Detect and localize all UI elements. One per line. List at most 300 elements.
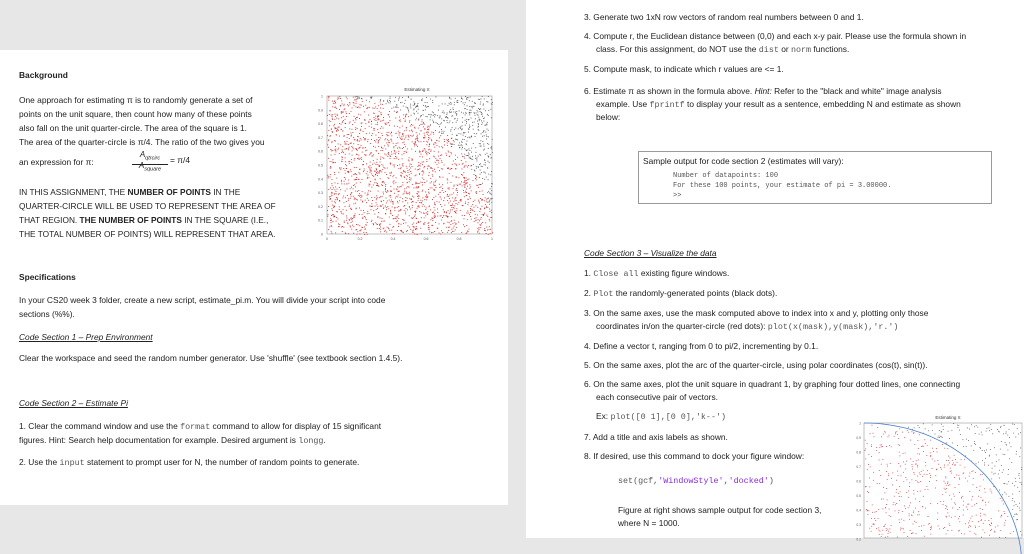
data-point xyxy=(434,151,435,152)
data-point xyxy=(441,220,442,221)
data-point xyxy=(485,165,486,166)
data-point xyxy=(380,218,381,219)
data-point xyxy=(461,98,462,99)
data-point xyxy=(457,139,458,140)
data-point xyxy=(958,531,959,532)
data-point xyxy=(463,205,464,206)
data-point xyxy=(925,489,926,490)
data-point xyxy=(929,473,930,474)
data-point xyxy=(923,446,924,447)
data-point xyxy=(393,203,394,204)
data-point xyxy=(393,204,394,205)
data-point xyxy=(491,194,492,195)
data-point xyxy=(333,214,334,215)
data-point xyxy=(446,139,447,140)
data-point xyxy=(446,227,447,228)
data-point xyxy=(375,222,376,223)
data-point xyxy=(439,146,440,147)
data-point xyxy=(355,148,356,149)
data-point xyxy=(483,104,484,105)
data-point xyxy=(335,199,336,200)
data-point xyxy=(482,122,483,123)
data-point xyxy=(482,214,483,215)
data-point xyxy=(400,148,401,149)
data-point xyxy=(335,127,336,128)
data-point xyxy=(876,528,877,529)
data-point xyxy=(445,215,446,216)
data-point xyxy=(358,224,359,225)
data-point xyxy=(397,201,398,202)
data-point xyxy=(484,164,485,165)
data-point xyxy=(483,144,484,145)
data-point xyxy=(359,179,360,180)
data-point xyxy=(394,101,395,102)
data-point xyxy=(351,159,352,160)
data-point xyxy=(417,105,418,106)
data-point xyxy=(432,188,433,189)
data-point xyxy=(378,105,379,106)
data-point xyxy=(974,441,975,442)
data-point xyxy=(1014,485,1015,486)
data-point xyxy=(363,171,364,172)
data-point xyxy=(340,105,341,106)
data-point xyxy=(488,130,489,131)
data-point xyxy=(871,456,872,457)
data-point xyxy=(386,207,387,208)
data-point xyxy=(1019,475,1020,476)
data-point xyxy=(937,469,938,470)
hint-label: Hint: xyxy=(754,86,772,96)
data-point xyxy=(392,207,393,208)
data-point xyxy=(367,222,368,223)
data-point xyxy=(356,179,357,180)
data-point xyxy=(332,193,333,194)
data-point xyxy=(894,496,895,497)
data-point xyxy=(445,104,446,105)
data-point xyxy=(378,132,379,133)
data-point xyxy=(351,136,352,137)
data-point xyxy=(447,196,448,197)
data-point xyxy=(338,118,339,119)
data-point xyxy=(420,221,421,222)
data-point xyxy=(403,136,404,137)
data-point xyxy=(456,190,457,191)
data-point xyxy=(489,192,490,193)
figure2-y-ticks xyxy=(856,422,861,542)
data-point xyxy=(965,478,966,479)
data-point xyxy=(358,136,359,137)
data-point xyxy=(459,184,460,185)
data-point xyxy=(986,450,987,451)
data-point xyxy=(337,198,338,199)
data-point xyxy=(428,126,429,127)
data-point xyxy=(404,176,405,177)
data-point xyxy=(480,104,481,105)
data-point xyxy=(362,98,363,99)
data-point xyxy=(969,429,970,430)
data-point xyxy=(984,532,985,533)
data-point xyxy=(427,197,428,198)
data-point xyxy=(450,201,451,202)
data-point xyxy=(921,471,922,472)
data-point xyxy=(470,208,471,209)
data-point xyxy=(386,155,387,156)
y-tick-label: 0.5 xyxy=(856,494,861,498)
data-point xyxy=(378,119,379,120)
data-point xyxy=(336,152,337,153)
data-point xyxy=(378,143,379,144)
data-point xyxy=(379,111,380,112)
data-point xyxy=(490,217,491,218)
data-point xyxy=(923,470,924,471)
data-point xyxy=(465,183,466,184)
data-point xyxy=(353,233,354,234)
data-point xyxy=(418,187,419,188)
y-tick-label: 0.3 xyxy=(856,523,861,527)
data-point xyxy=(418,109,419,110)
data-point xyxy=(376,168,377,169)
data-point xyxy=(423,173,424,174)
data-point xyxy=(908,491,909,492)
data-point xyxy=(442,184,443,185)
data-point xyxy=(903,462,904,463)
data-point xyxy=(425,222,426,223)
specifications-line-2: sections (%%). xyxy=(19,309,75,319)
data-point xyxy=(945,489,946,490)
data-point xyxy=(351,176,352,177)
data-point xyxy=(334,119,335,120)
data-point xyxy=(996,455,997,456)
data-point xyxy=(485,197,486,198)
data-point xyxy=(342,157,343,158)
data-point xyxy=(353,102,354,103)
item-4-line-2 xyxy=(596,42,849,57)
data-point xyxy=(344,141,345,142)
data-point xyxy=(338,149,339,150)
data-point xyxy=(375,107,376,108)
data-point xyxy=(344,177,345,178)
data-point xyxy=(465,115,466,116)
data-point xyxy=(390,163,391,164)
data-point xyxy=(410,164,411,165)
y-tick-label: 0.9 xyxy=(856,436,861,440)
data-point xyxy=(348,149,349,150)
data-point xyxy=(919,482,920,483)
data-point xyxy=(407,107,408,108)
data-point xyxy=(361,105,362,106)
data-point xyxy=(371,209,372,210)
data-point xyxy=(451,232,452,233)
data-point xyxy=(476,133,477,134)
data-point xyxy=(920,474,921,475)
data-point xyxy=(432,168,433,169)
data-point xyxy=(982,450,983,451)
data-point xyxy=(964,534,965,535)
background-line-1: One approach for estimating π is to randomly generate a set of xyxy=(19,95,253,105)
data-point xyxy=(439,106,440,107)
data-point xyxy=(1009,437,1010,438)
data-point xyxy=(342,146,343,147)
data-point xyxy=(473,164,474,165)
data-point xyxy=(875,520,876,521)
data-point xyxy=(435,115,436,116)
data-point xyxy=(374,171,375,172)
y-tick-label: 0.8 xyxy=(856,450,861,455)
data-point xyxy=(432,112,433,113)
data-point xyxy=(369,177,370,178)
data-point xyxy=(330,174,331,175)
data-point xyxy=(388,153,389,154)
data-point xyxy=(340,144,341,145)
data-point xyxy=(410,168,411,169)
data-point xyxy=(402,142,403,143)
data-point xyxy=(425,102,426,103)
data-point xyxy=(415,211,416,212)
data-point xyxy=(938,437,939,438)
data-point xyxy=(984,462,985,463)
data-point xyxy=(370,165,371,166)
data-point xyxy=(343,131,344,132)
data-point xyxy=(391,172,392,173)
data-point xyxy=(339,109,340,110)
data-point xyxy=(350,218,351,219)
data-point xyxy=(470,150,471,151)
data-point xyxy=(440,124,441,125)
data-point xyxy=(469,127,470,128)
data-point xyxy=(408,139,409,140)
data-point xyxy=(389,100,390,101)
data-point xyxy=(451,152,452,153)
data-point xyxy=(1018,434,1019,435)
data-point xyxy=(909,505,910,506)
data-point xyxy=(376,135,377,136)
data-point xyxy=(918,448,919,449)
data-point xyxy=(907,430,908,431)
data-point xyxy=(429,146,430,147)
data-point xyxy=(467,150,468,151)
data-point xyxy=(361,229,362,230)
data-point xyxy=(386,134,387,135)
data-point xyxy=(968,440,969,441)
data-point xyxy=(427,181,428,182)
data-point xyxy=(1006,444,1007,445)
data-point xyxy=(331,129,332,130)
data-point xyxy=(416,182,417,183)
data-point xyxy=(889,445,890,446)
data-point xyxy=(403,106,404,107)
data-point xyxy=(886,488,887,489)
data-point xyxy=(921,526,922,527)
data-point xyxy=(881,436,882,437)
data-point xyxy=(938,526,939,527)
data-point xyxy=(486,136,487,137)
data-point xyxy=(406,136,407,137)
data-point xyxy=(914,472,915,473)
data-point xyxy=(439,202,440,203)
data-point xyxy=(469,110,470,111)
data-point xyxy=(385,214,386,215)
data-point xyxy=(446,215,447,216)
data-point xyxy=(385,230,386,231)
data-point xyxy=(1009,496,1010,497)
data-point xyxy=(355,129,356,130)
data-point xyxy=(951,499,952,500)
data-point xyxy=(364,212,365,213)
section3-example xyxy=(596,409,726,424)
data-point xyxy=(391,108,392,109)
data-point xyxy=(374,108,375,109)
data-point xyxy=(449,111,450,112)
data-point xyxy=(390,201,391,202)
data-point xyxy=(447,113,448,114)
data-point xyxy=(335,128,336,129)
data-point xyxy=(953,423,954,424)
data-point xyxy=(472,159,473,160)
data-point xyxy=(391,132,392,133)
data-point xyxy=(435,185,436,186)
data-point xyxy=(332,185,333,186)
data-point xyxy=(406,188,407,189)
data-point xyxy=(356,101,357,102)
data-point xyxy=(985,492,986,493)
data-point xyxy=(472,106,473,107)
data-point xyxy=(467,105,468,106)
data-point xyxy=(899,445,900,446)
data-point xyxy=(486,215,487,216)
data-point xyxy=(428,189,429,190)
data-point xyxy=(434,202,435,203)
data-point xyxy=(461,144,462,145)
data-point xyxy=(405,116,406,117)
data-point xyxy=(384,228,385,229)
data-point xyxy=(380,159,381,160)
data-point xyxy=(381,126,382,127)
data-point xyxy=(437,209,438,210)
data-point xyxy=(458,202,459,203)
data-point xyxy=(1019,478,1020,479)
data-point xyxy=(414,216,415,217)
data-point xyxy=(376,172,377,173)
data-point xyxy=(449,103,450,104)
data-point xyxy=(364,138,365,139)
data-point xyxy=(482,166,483,167)
data-point xyxy=(338,224,339,225)
data-point xyxy=(468,155,469,156)
data-point xyxy=(930,440,931,441)
data-point xyxy=(361,200,362,201)
data-point xyxy=(1002,501,1003,502)
data-point xyxy=(347,223,348,224)
data-point xyxy=(377,159,378,160)
data-point xyxy=(481,124,482,125)
data-point xyxy=(989,456,990,457)
data-point xyxy=(345,173,346,174)
data-point xyxy=(405,197,406,198)
sample-output-prompt: >> xyxy=(673,192,682,200)
data-point xyxy=(930,455,931,456)
data-point xyxy=(341,161,342,162)
data-point xyxy=(417,208,418,209)
data-point xyxy=(458,128,459,129)
data-point xyxy=(385,168,386,169)
data-point xyxy=(404,151,405,152)
data-point xyxy=(455,222,456,223)
data-point xyxy=(446,213,447,214)
data-point xyxy=(417,196,418,197)
data-point xyxy=(453,228,454,229)
data-point xyxy=(457,192,458,193)
data-point xyxy=(440,204,441,205)
data-point xyxy=(409,174,410,175)
data-point xyxy=(461,129,462,130)
data-point xyxy=(336,193,337,194)
data-point xyxy=(412,231,413,232)
data-point xyxy=(427,166,428,167)
data-point xyxy=(482,200,483,201)
data-point xyxy=(911,533,912,534)
data-point xyxy=(959,516,960,517)
data-point xyxy=(351,146,352,147)
data-point xyxy=(907,536,908,537)
data-point xyxy=(974,443,975,444)
data-point xyxy=(952,508,953,509)
data-point xyxy=(347,134,348,135)
data-point xyxy=(970,526,971,527)
data-point xyxy=(375,174,376,175)
data-point xyxy=(466,189,467,190)
data-point xyxy=(373,160,374,161)
data-point xyxy=(973,478,974,479)
data-point xyxy=(1015,514,1016,515)
data-point xyxy=(397,148,398,149)
data-point xyxy=(461,97,462,98)
data-point xyxy=(424,148,425,149)
data-point xyxy=(925,443,926,444)
data-point xyxy=(351,229,352,230)
specifications-line-1: In your CS20 week 3 folder, create a new script, estimate_pi.m. You will divide your script into code xyxy=(19,295,386,305)
data-point xyxy=(919,434,920,435)
data-point xyxy=(369,167,370,168)
data-point xyxy=(412,207,413,208)
data-point xyxy=(913,512,914,513)
data-point xyxy=(945,483,946,484)
data-point xyxy=(974,505,975,506)
data-point xyxy=(342,159,343,160)
data-point xyxy=(374,140,375,141)
data-point xyxy=(884,526,885,527)
data-point xyxy=(488,148,489,149)
data-point xyxy=(370,170,371,171)
data-point xyxy=(929,481,930,482)
data-point xyxy=(339,136,340,137)
data-point xyxy=(945,505,946,506)
x-tick-label: 0.2 xyxy=(357,237,363,241)
data-point xyxy=(927,474,928,475)
section2-item1-line2 xyxy=(19,433,326,448)
data-point xyxy=(463,103,464,104)
data-point xyxy=(436,97,437,98)
data-point xyxy=(491,99,492,100)
data-point xyxy=(351,162,352,163)
data-point xyxy=(1019,508,1020,509)
set-gcf-code xyxy=(618,473,774,488)
data-point xyxy=(396,133,397,134)
data-point xyxy=(360,169,361,170)
data-point xyxy=(445,191,446,192)
data-point xyxy=(382,182,383,183)
data-point xyxy=(430,134,431,135)
data-point xyxy=(464,182,465,183)
